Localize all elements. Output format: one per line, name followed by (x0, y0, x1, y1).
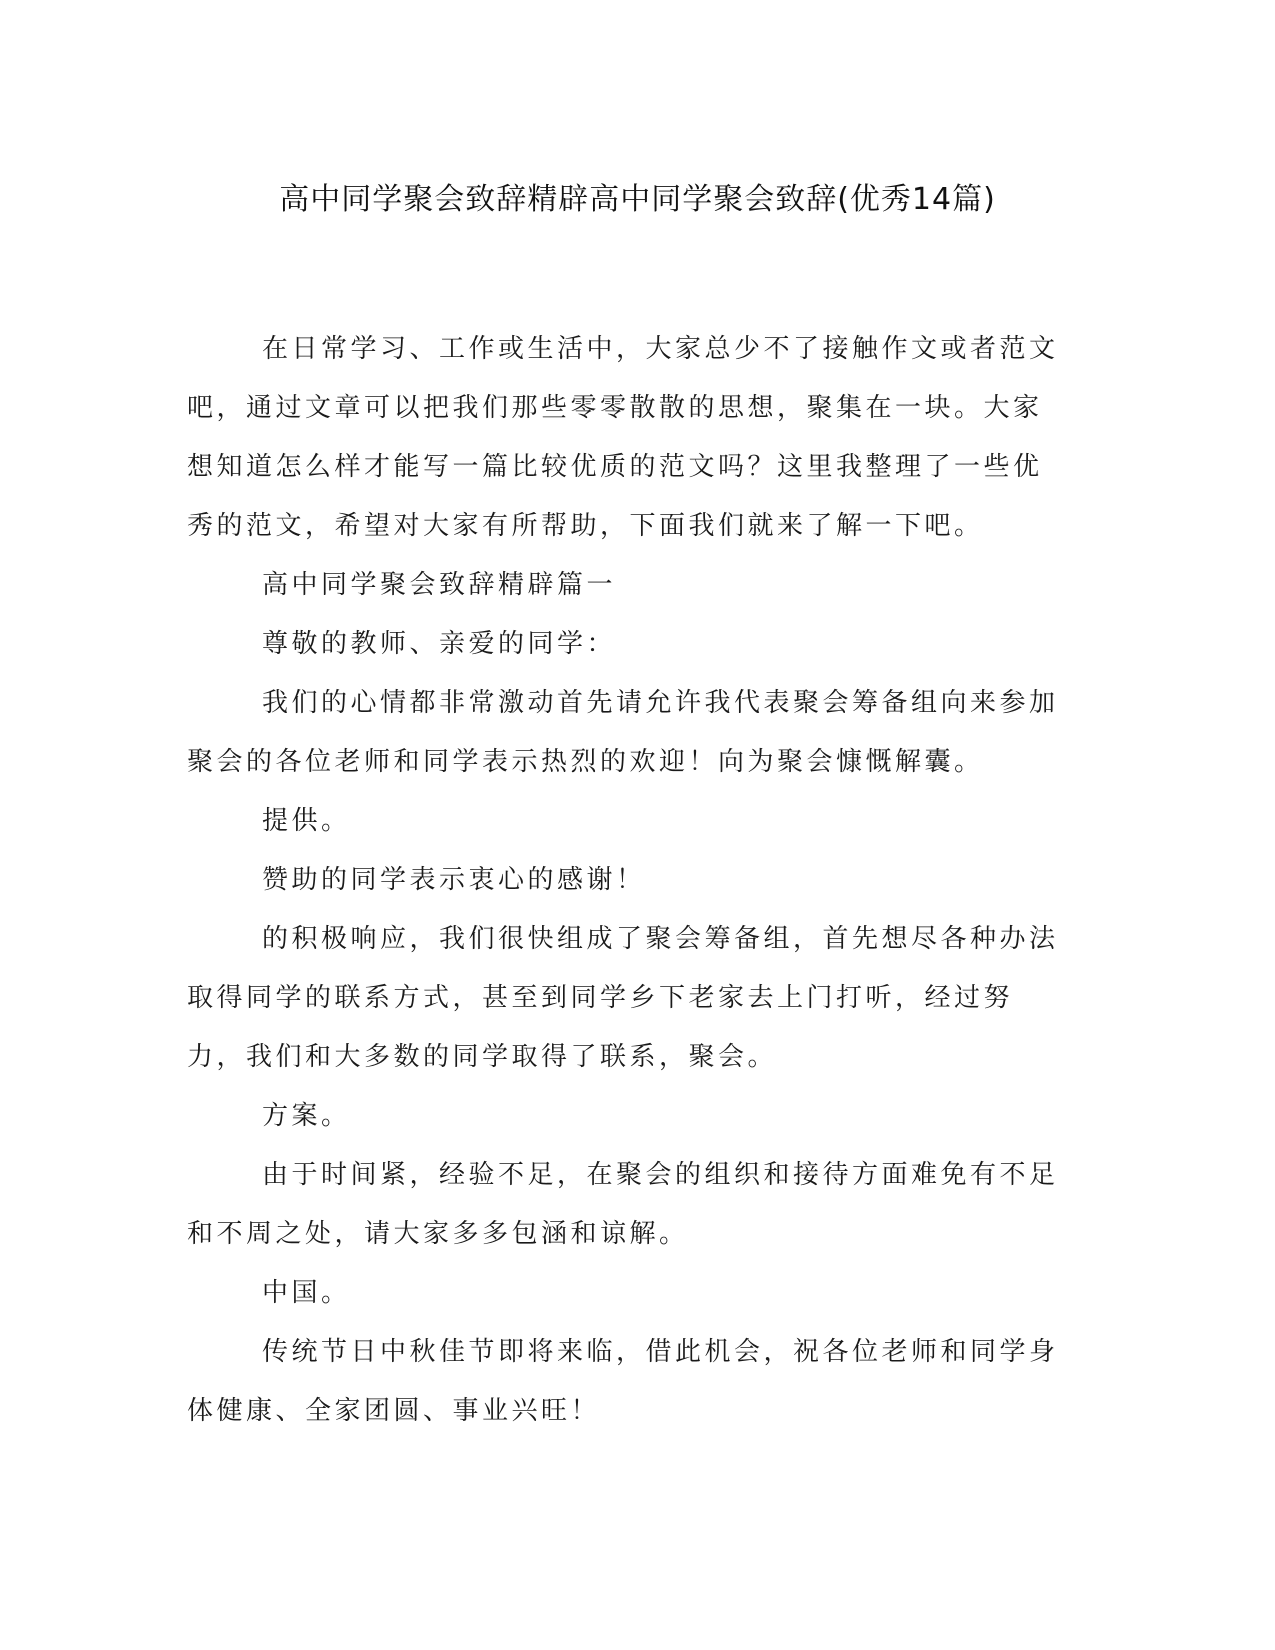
paragraph: 传统节日中秋佳节即将来临，借此机会，祝各位老师和同学身体健康、全家团圆、事业兴旺！ (187, 1337, 1059, 1426)
paragraph-intro: 在日常学习、工作或生活中，大家总少不了接触作文或者范文吧，通过文章可以把我们那些零零散散的思想，聚集在一块。大家想知道怎么样才能写一篇比较优质的范文吗？这里我整理了一些优秀的范文，希望对大家有所帮助，下面我们就来了解一下吧。 (187, 334, 1059, 541)
paragraph: 方案。 (262, 1101, 351, 1131)
paragraph: 我们的心情都非常激动首先请允许我代表聚会筹备组向来参加聚会的各位老师和同学表示热烈的欢迎！向为聚会慷慨解囊。 (187, 688, 1059, 777)
paragraph: 赞助的同学表示衷心的感谢！ (262, 865, 646, 895)
document-body (187, 320, 1067, 1441)
paragraph: 的积极响应，我们很快组成了聚会筹备组，首先想尽各种办法取得同学的联系方式，甚至到同学乡下老家去上门打听，经过努力，我们和大多数的同学取得了联系，聚会。 (187, 924, 1059, 1072)
paragraph: 中国。 (262, 1278, 351, 1308)
salutation: 尊敬的教师、亲爱的同学： (262, 629, 617, 659)
paragraph: 由于时间紧，经验不足，在聚会的组织和接待方面难免有不足和不周之处，请大家多多包涵和谅解。 (187, 1160, 1059, 1249)
paragraph: 提供。 (262, 806, 351, 836)
section-heading: 高中同学聚会致辞精辟篇一 (262, 570, 617, 600)
document-title: 高中同学聚会致辞精辟高中同学聚会致辞(优秀14篇) (279, 182, 996, 217)
